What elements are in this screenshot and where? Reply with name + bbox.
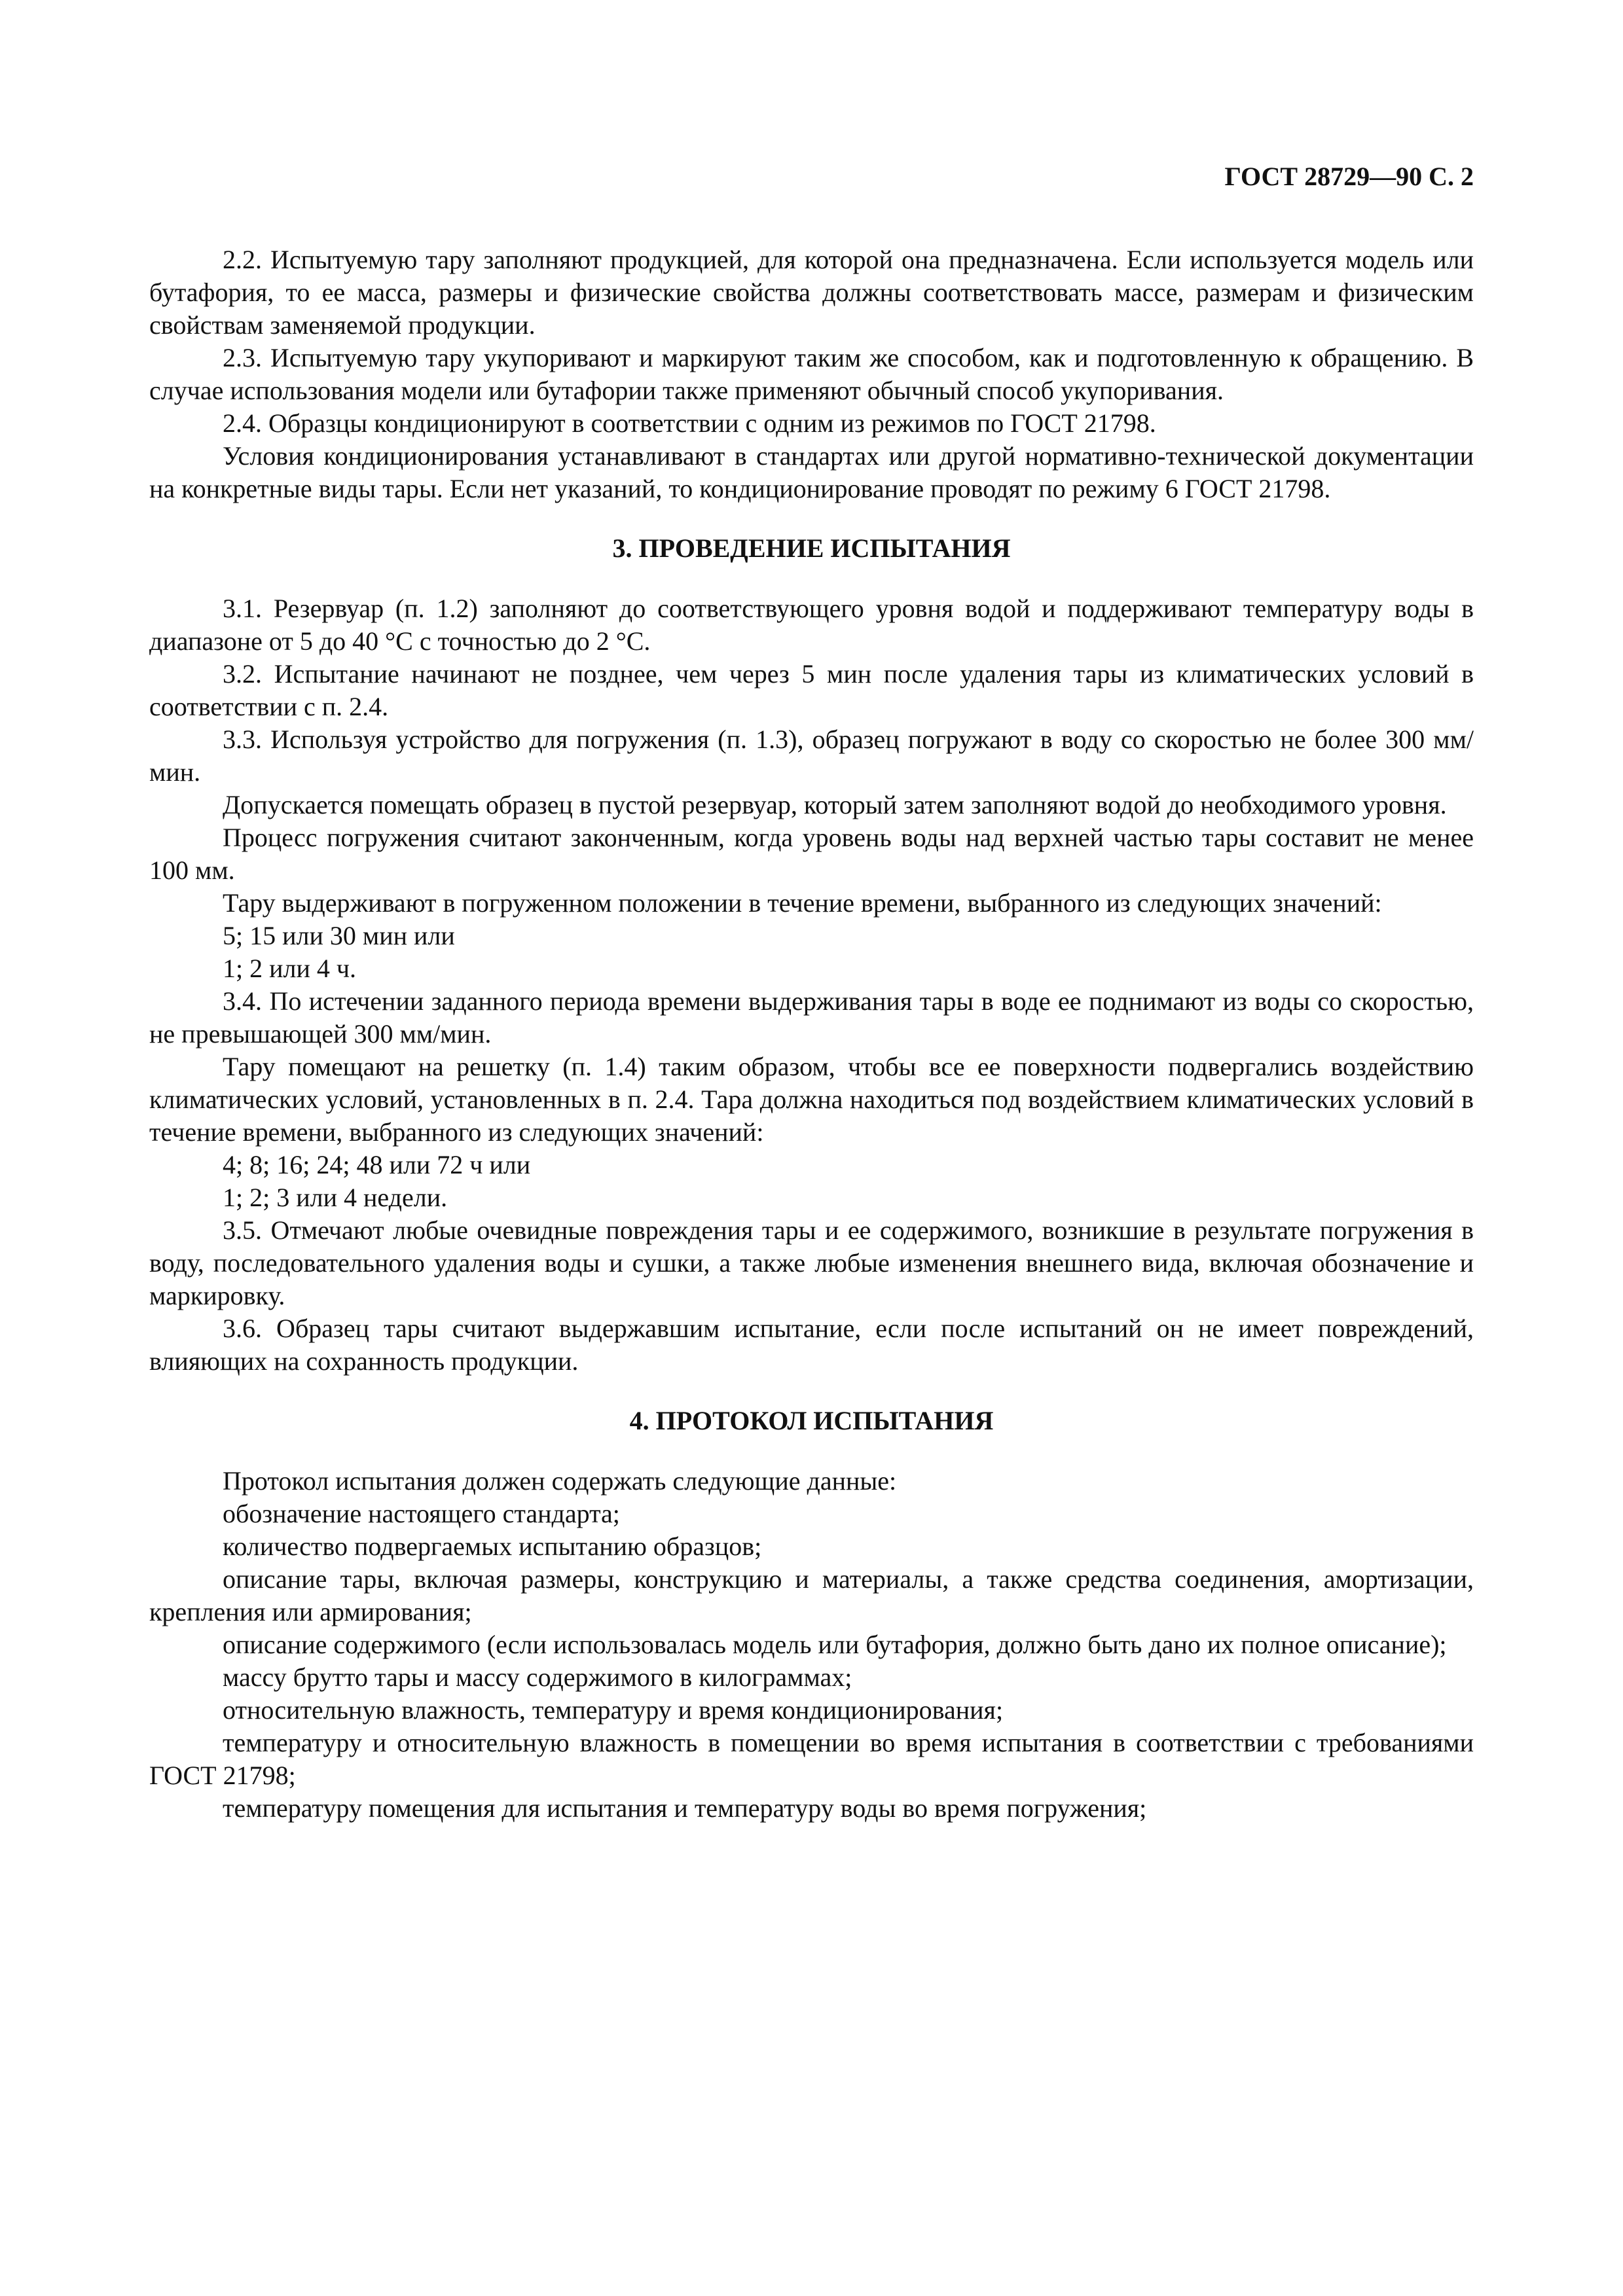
intro-block	[149, 243, 1474, 505]
protocol-item: массу брутто тары и массу содержимого в килограммах;	[223, 1662, 852, 1692]
protocol-intro: Протокол испытания должен содержать следующие данные:	[223, 1466, 897, 1496]
section-3-body	[149, 592, 1474, 1378]
protocol-item: относительную влажность, температуру и время кондиционирования;	[223, 1695, 1004, 1725]
paragraph-2-4: 2.4. Образцы кондиционируют в соответствии с одним из режимов по ГОСТ 21798.	[223, 408, 1156, 438]
hold-time-hours: 1; 2 или 4 ч.	[223, 954, 357, 983]
paragraph-2-2: 2.2. Испытуемую тару заполняют продукцией, для которой она предназначена. Если используется модель или бутафория, то ее масса, размеры и физические свойства должны соответствовать массе, размерам и физическим свойствам заменяемой продукции.	[149, 245, 1474, 340]
paragraph-3-5: 3.5. Отмечают любые очевидные повреждения тары и ее содержимого, возникшие в результате погружения в воду, последовательного удаления воды и сушки, а также любые изменения внешнего вида, включая обозначение и маркировку.	[149, 1215, 1474, 1310]
protocol-item: температуру помещения для испытания и температуру воды во время погружения;	[223, 1793, 1147, 1823]
protocol-item: температуру и относительную влажность в помещении во время испытания в соответствии с требованиями ГОСТ 21798;	[149, 1728, 1474, 1790]
paragraph-conditioning: Условия кондиционирования устанавливают в стандартах или другой нормативно-технической документации на конкретные виды тары. Если нет указаний, то кондиционирование проводят по режиму 6 ГОСТ 21798.	[149, 441, 1474, 503]
paragraph-3-1: 3.1. Резервуар (п. 1.2) заполняют до соответствующего уровня водой и поддерживают температуру воды в диапазоне от 5 до 40 °С с точностью до 2 °С.	[149, 594, 1474, 656]
paragraph-immersion-complete: Процесс погружения считают законченным, когда уровень воды над верхней частью тары составит не менее 100 мм.	[149, 823, 1474, 885]
paragraph-hold-time: Тару выдерживают в погруженном положении в течение времени, выбранного из следующих значений:	[223, 888, 1382, 918]
section-3-title: 3. ПРОВЕДЕНИЕ ИСПЫТАНИЯ	[612, 533, 1011, 563]
exposure-time-weeks: 1; 2; 3 или 4 недели.	[223, 1183, 448, 1212]
paragraph-3-6: 3.6. Образец тары считают выдержавшим испытание, если после испытаний он не имеет повреждений, влияющих на сохранность продукции.	[149, 1314, 1474, 1376]
paragraph-3-3: 3.3. Используя устройство для погружения (п. 1.3), образец погружают в воду со скоростью не более 300 мм/мин.	[149, 725, 1474, 787]
section-4-body	[149, 1465, 1474, 1825]
paragraph-3-2: 3.2. Испытание начинают не позднее, чем через 5 мин после удаления тары из климатических условий в соответствии с п. 2.4.	[149, 659, 1474, 721]
paragraph-empty-tank: Допускается помещать образец в пустой резервуар, который затем заполняют водой до необходимого уровня.	[223, 790, 1447, 819]
paragraph-grid-placement: Тару помещают на решетку (п. 1.4) таким образом, чтобы все ее поверхности подвергались воздействию климатических условий, установленных в п. 2.4. Тара должна находиться под воздействием климатических условий в течение времени, выбранного из следующих значений:	[149, 1052, 1474, 1147]
protocol-item: описание тары, включая размеры, конструкцию и материалы, а также средства соединения, амортизации, крепления или армирования;	[149, 1564, 1474, 1626]
document-body	[149, 243, 1474, 1825]
exposure-time-hours: 4; 8; 16; 24; 48 или 72 ч или	[223, 1150, 531, 1179]
protocol-item: описание содержимого (если использовалась модель или бутафория, должно быть дано их полное описание);	[223, 1630, 1447, 1659]
page-header: ГОСТ 28729—90 С. 2	[1224, 162, 1474, 191]
protocol-item: обозначение настоящего стандарта;	[223, 1499, 620, 1528]
hold-time-minutes: 5; 15 или 30 мин или	[223, 921, 455, 950]
paragraph-2-3: 2.3. Испытуемую тару укупоривают и маркируют таким же способом, как и подготовленную к обращению. В случае использования модели или бутафории также применяют обычный способ укупоривания.	[149, 343, 1474, 405]
section-4-title: 4. ПРОТОКОЛ ИСПЫТАНИЯ	[629, 1406, 994, 1435]
protocol-item: количество подвергаемых испытанию образцов;	[223, 1532, 762, 1561]
paragraph-3-4: 3.4. По истечении заданного периода времени выдерживания тары в воде ее поднимают из воды со скоростью, не превышающей 300 мм/мин.	[149, 986, 1474, 1049]
